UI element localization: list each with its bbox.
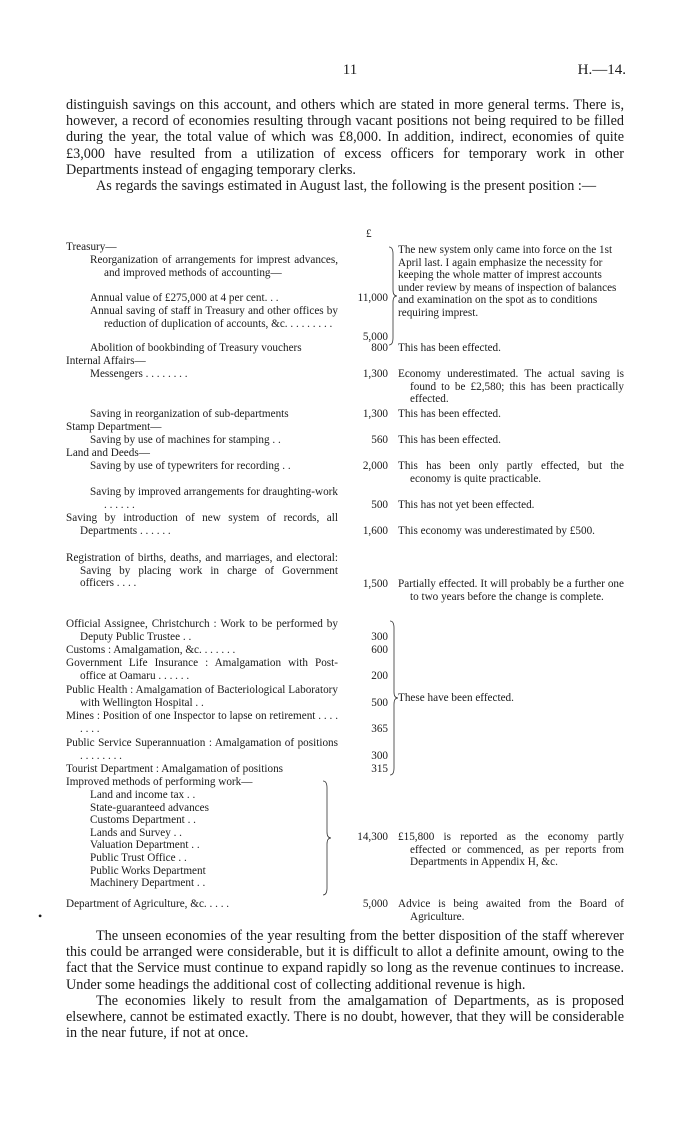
stamp-remark: This has been effected. <box>398 434 501 446</box>
draughting-remark: This has not yet been effected. <box>398 499 535 511</box>
customs-amount: 600 <box>371 644 388 656</box>
annual-value-amount: 11,000 <box>357 292 388 304</box>
page-header <box>0 62 700 82</box>
draughting-amount: 500 <box>371 499 388 511</box>
registration-amount: 1,500 <box>362 578 388 590</box>
mines-amount: 365 <box>371 723 388 735</box>
abolition-amount: 800 <box>371 342 388 354</box>
annual-saving-label: Annual saving of staff in Treasury and other offices by reduction of duplication of accounts, &c. . . . . . . . . <box>90 305 338 330</box>
subdept-label: Saving in reorganization of sub-departments <box>90 408 289 420</box>
typewriters-remark: This has been only partly effected, but the economy is quite practicable. <box>398 460 624 485</box>
annual-saving-amount: 5,000 <box>362 331 388 343</box>
subdept-remark: This has been effected. <box>398 408 501 420</box>
document-reference: H.—14. <box>577 62 626 78</box>
right-brace-icon <box>388 246 398 346</box>
page-number: 11 <box>342 62 358 78</box>
stamp-amount: 560 <box>371 434 388 446</box>
assignee-label: Official Assignee, Christchurch : Work to be performed by Deputy Public Trustee . . <box>66 618 338 643</box>
intro-text <box>66 97 624 194</box>
govlife-amount: 200 <box>371 670 388 682</box>
customs-label: Customs : Amalgamation, &c. . . . . . . <box>66 644 236 656</box>
draughting-label: Saving by improved arrangements for draughting-work . . . . . . <box>90 486 338 511</box>
records-amount: 1,600 <box>362 525 388 537</box>
stamp-machines-label: Saving by use of machines for stamping . . <box>90 434 281 446</box>
group-remark: These have been effected. <box>398 692 514 704</box>
abolition-label: Abolition of bookbinding of Treasury vouchers <box>90 342 302 354</box>
registration-remark: Partially effected. It will probably be a further one to two years before the change is complete. <box>398 578 624 603</box>
improved-methods-heading: Improved methods of performing work— <box>66 776 253 788</box>
list-item: Machinery Department . . <box>90 877 206 890</box>
annual-value-label: Annual value of £275,000 at 4 per cent. . . <box>90 292 279 304</box>
registration-label: Registration of births, deaths, and marriages, and electoral: Saving by placing work in charge of Government officers . . . . <box>66 552 338 590</box>
assignee-amount: 300 <box>371 631 388 643</box>
stamp-heading: Stamp Department— <box>66 421 162 433</box>
subdept-amount: 1,300 <box>362 408 388 420</box>
treasury-heading: Treasury— <box>66 241 117 253</box>
closing-paragraph-2: The economies likely to result from the amalgamation of Departments, as is proposed elsewhere, cannot be estimated exactly. There is no doubt, however, that they will be considerable in the near future, if not at once. <box>66 992 624 1042</box>
list-item: Valuation Department . . <box>90 839 200 852</box>
typewriters-amount: 2,000 <box>362 460 388 472</box>
right-brace-icon <box>322 780 332 896</box>
typewriters-label: Saving by use of typewriters for recording . . <box>90 460 291 472</box>
list-item: Lands and Survey . . <box>90 826 182 839</box>
messengers-label: Messengers . . . . . . . . <box>90 368 188 380</box>
closing-text <box>66 928 624 1041</box>
internal-affairs-heading: Internal Affairs— <box>66 355 146 367</box>
messengers-remark: Economy underestimated. The actual saving is found to be £2,580; this has been practically effected. <box>398 368 624 406</box>
improved-methods-list <box>66 789 338 890</box>
abolition-remark: This has been effected. <box>398 342 501 354</box>
agriculture-amount: 5,000 <box>362 898 388 910</box>
treasury-remark: The new system only came into force on the 1st April last. I again emphasize the necessity for keeping the whole matter of imprest accounts under review by means of inspection of balances and examination on the spot as to conditions requiring imprest. <box>398 244 617 319</box>
agriculture-remark: Advice is being awaited from the Board of Agriculture. <box>398 898 624 923</box>
closing-paragraph-1: The unseen economies of the year resulting from the better disposition of the staff wherever this could be arranged were considerable, but it is difficult to allot a definite amount, owing to the fact that the Service must continue to expand rapidly so long as the revenue continues to increase. Under some headings the additional cost of collecting additional revenue is high. <box>66 928 624 993</box>
govlife-label: Government Life Insurance : Amalgamation with Post-office at Oamaru . . . . . . <box>66 657 338 682</box>
intro-paragraph-1: distinguish savings on this account, and others which are stated in more general terms. There is, however, a record of economies resulting through vacant positions not being required to be filled during the year, the total value of which was £8,000. In addition, indirect, economies of quite £3,000 have resulted from a utilization of excess officers for temporary work in other Departments instead of engaging temporary clerks. <box>66 97 624 178</box>
health-amount: 500 <box>371 697 388 709</box>
tourist-label: Tourist Department : Amalgamation of positions <box>66 763 284 775</box>
list-item: Customs Department . . <box>90 814 196 827</box>
intro-paragraph-2: As regards the savings estimated in August last, the following is the present position :— <box>96 178 597 195</box>
improved-amount: 14,300 <box>357 831 388 843</box>
reorg-arrangements-label: Reorganization of arrangements for imprest advances, and improved methods of accounting— <box>90 254 338 279</box>
land-deeds-heading: Land and Deeds— <box>66 447 150 459</box>
margin-mark: • <box>38 909 43 923</box>
list-item: Land and income tax . . <box>90 789 196 801</box>
improved-remark: £15,800 is reported as the economy partly effected or commenced, as per reports from Departments in Appendix H, &c. <box>398 831 624 869</box>
health-label: Public Health : Amalgamation of Bacteriological Laboratory with Wellington Hospital . . <box>66 684 338 709</box>
superann-label: Public Service Superannuation : Amalgamation of positions . . . . . . . . <box>66 737 338 762</box>
messengers-amount: 1,300 <box>362 368 388 380</box>
records-remark: This economy was underestimated by £500. <box>398 525 595 537</box>
agriculture-label: Department of Agriculture, &c. . . . . <box>66 898 230 910</box>
list-item: Public Trust Office . . <box>90 851 187 864</box>
superann-amount: 300 <box>371 750 388 762</box>
currency-header: £ <box>366 228 372 240</box>
tourist-amount: 315 <box>371 763 388 775</box>
list-item: Public Works Department <box>90 864 206 877</box>
mines-label: Mines : Position of one Inspector to lapse on retirement . . . . . . . . <box>66 710 338 735</box>
list-item: State-guaranteed advances <box>90 801 209 814</box>
records-label: Saving by introduction of new system of records, all Departments . . . . . . <box>66 512 338 537</box>
